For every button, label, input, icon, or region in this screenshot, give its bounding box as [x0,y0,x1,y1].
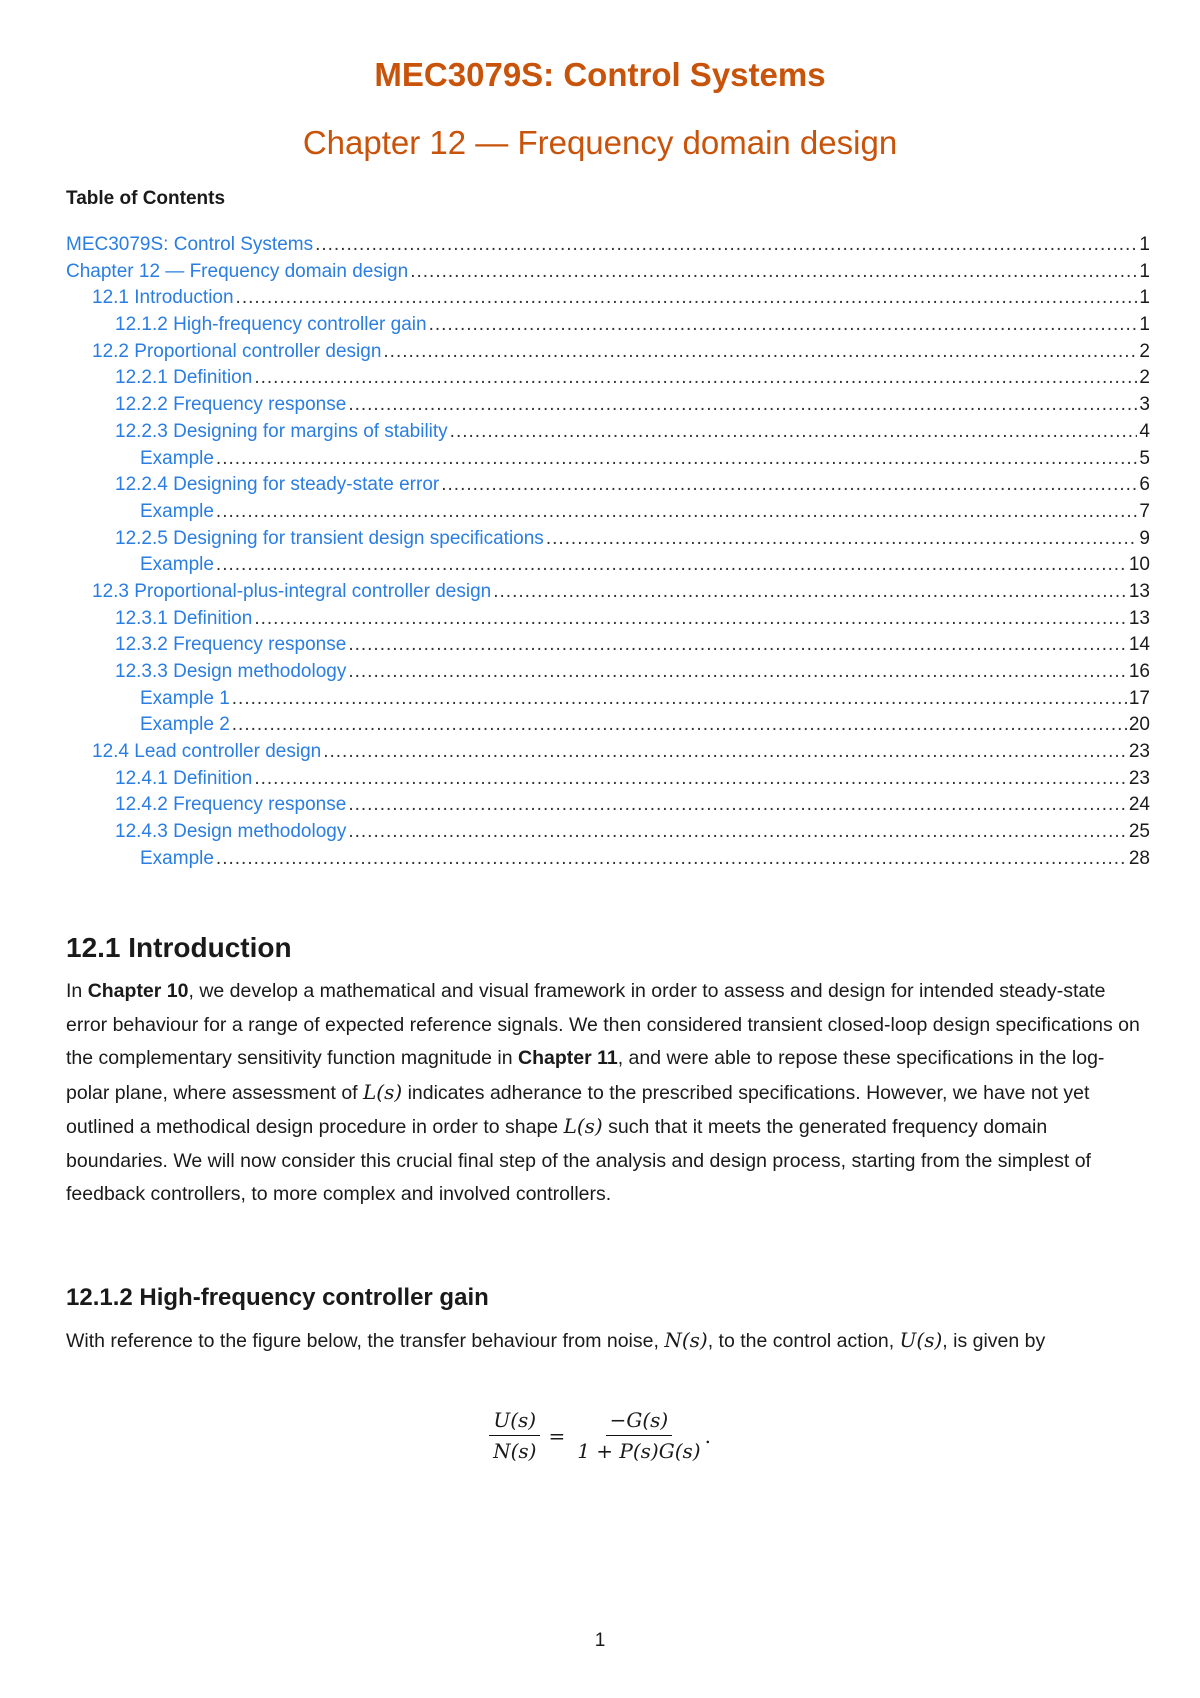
toc-leader-dots [232,686,1127,713]
table-of-contents [66,232,1150,873]
toc-leader-dots [216,552,1127,579]
toc-entry-page: 5 [1139,447,1150,469]
toc-entry-link[interactable]: 12.2.3 Designing for margins of stability [115,420,448,442]
math-L-of-s: L(s) [363,1079,403,1104]
transfer-function-equation [0,1408,1200,1463]
toc-entry[interactable] [66,526,1150,553]
toc-entry-link[interactable]: 12.1.2 High-frequency controller gain [115,314,427,336]
toc-entry-link[interactable]: Example [140,847,214,869]
toc-entry[interactable] [66,446,1150,473]
math-U-of-s: U(s) [899,1328,943,1352]
toc-entry-page: 20 [1128,714,1150,736]
equals-sign: = [548,1423,566,1448]
toc-entry-page: 7 [1139,500,1150,522]
toc-leader-dots [348,659,1127,686]
math-N-of-s: N(s) [664,1328,708,1352]
toc-leader-dots [236,285,1138,312]
toc-entry[interactable] [66,232,1150,259]
toc-entry-page: 23 [1128,767,1150,789]
toc-leader-dots [315,232,1137,259]
toc-entry-link[interactable]: MEC3079S: Control Systems [66,234,314,255]
toc-entry[interactable] [66,606,1150,633]
toc-leader-dots [493,579,1127,606]
toc-leader-dots [348,632,1127,659]
toc-leader-dots [348,392,1137,419]
toc-entry[interactable] [66,819,1150,846]
toc-entry-page: 1 [1139,314,1150,336]
toc-leader-dots [450,419,1138,446]
toc-leader-dots [254,766,1127,793]
toc-entry-page: 24 [1128,794,1150,816]
toc-entry-link[interactable]: 12.4 Lead controller design [92,741,322,763]
toc-entry[interactable] [66,552,1150,579]
toc-entry-page: 3 [1139,394,1150,416]
toc-entry-link[interactable]: 12.4.1 Definition [115,767,253,789]
toc-entry-link[interactable]: Example 1 [140,687,230,709]
toc-entry-page: 4 [1139,420,1150,442]
toc-leader-dots [348,819,1127,846]
lhs-denominator: N(s) [493,1439,537,1463]
toc-leader-dots [216,446,1138,473]
toc-entry-page: 2 [1139,367,1150,389]
toc-leader-dots [323,739,1127,766]
toc-entry-link[interactable]: 12.3 Proportional-plus-integral controller design [92,580,492,602]
toc-entry-link[interactable]: Example 2 [140,714,230,736]
toc-entry-page: 25 [1128,821,1150,843]
toc-entry[interactable] [66,419,1150,446]
toc-entry-link[interactable]: 12.2.1 Definition [115,367,253,389]
toc-entry-link[interactable]: Example [140,554,214,576]
toc-entry-link[interactable]: 12.4.3 Design methodology [115,821,347,843]
toc-entry[interactable] [66,365,1150,392]
toc-entry[interactable] [66,472,1150,499]
toc-entry[interactable] [66,579,1150,606]
toc-entry[interactable] [66,312,1150,339]
toc-entry[interactable] [66,499,1150,526]
toc-entry[interactable] [66,632,1150,659]
rhs-denominator: 1 + P(s)G(s) [577,1439,701,1463]
toc-leader-dots [254,606,1127,633]
rhs-fraction [573,1408,704,1463]
toc-leader-dots [410,259,1137,286]
toc-entry-link[interactable]: 12.2 Proportional controller design [92,340,382,362]
document-title: MEC3079S: Control Systems [374,56,826,93]
toc-leader-dots [429,312,1138,339]
toc-entry-page: 1 [1139,287,1150,309]
toc-entry-page: 17 [1128,687,1150,709]
toc-leader-dots [254,365,1137,392]
lhs-fraction [489,1408,540,1463]
toc-entry-page: 13 [1128,580,1150,602]
equation-period: . [704,1423,711,1448]
toc-entry[interactable] [66,792,1150,819]
toc-leader-dots [216,846,1127,873]
toc-entry-link[interactable]: 12.2.5 Designing for transient design specifications [115,527,544,549]
subsection-heading-hf-gain: 12.1.2 High-frequency controller gain [66,1284,489,1311]
toc-entry-page: 13 [1128,607,1150,629]
hf-gain-paragraph: With reference to the figure below, the transfer behaviour from noise, N(s), to the control action, U(s), is given by [66,1328,1046,1352]
toc-entry-link[interactable]: 12.3.3 Design methodology [115,661,347,682]
toc-entry[interactable] [66,686,1150,713]
section-heading-introduction: 12.1 Introduction [66,932,292,963]
toc-entry[interactable] [66,659,1150,686]
toc-entry-page: 2 [1139,340,1150,362]
toc-entry-link[interactable]: 12.3.2 Frequency response [115,634,347,656]
toc-entry[interactable] [66,259,1150,286]
toc-entry-link[interactable]: 12.3.1 Definition [115,607,253,629]
introduction-paragraph: In Chapter 10, we develop a mathematical and visual framework in order to assess and design for intended steady-state error behaviour for a range of expected reference signals. We then considered transient closed-loop design specifications on the complementary sensitivity function magnitude in Chapter 11, and were able to repose these specifications in the log-polar plane, where assessment of L(s) indicates adherance to the prescribed specifications. However, we have not yet outlined a methodical design procedure in order to shape L(s) such that it meets the generated frequency domain boundaries. We will now consider this crucial final step of the analysis and design process, starting from the simplest of feedback controllers, to more complex and involved controllers. [66,980,1140,1205]
toc-entry-link[interactable]: Chapter 12 — Frequency domain design [66,260,409,282]
toc-entry[interactable] [66,766,1150,793]
toc-leader-dots [348,792,1127,819]
toc-entry[interactable] [66,739,1150,766]
toc-entry-page: 14 [1128,634,1150,656]
lhs-numerator: U(s) [489,1408,540,1436]
toc-entry-link[interactable]: Example [140,447,214,469]
toc-entry-page: 6 [1139,474,1150,496]
toc-entry-link[interactable]: 12.4.2 Frequency response [115,794,347,816]
toc-entry-page: 1 [1139,234,1150,255]
toc-entry-page: 9 [1139,527,1150,549]
toc-heading: Table of Contents [66,188,226,209]
page-number: 1 [594,1630,606,1651]
chapter-title: Chapter 12 — Frequency domain design [302,124,898,161]
toc-entry-page: 10 [1128,554,1150,576]
toc-entry-page: 16 [1128,661,1150,682]
toc-leader-dots [546,526,1138,553]
toc-leader-dots [441,472,1137,499]
toc-entry[interactable] [66,285,1150,312]
toc-leader-dots [383,339,1137,366]
toc-entry[interactable] [66,712,1150,739]
toc-entry-page: 1 [1139,260,1150,282]
toc-entry-link[interactable]: 12.1 Introduction [92,287,234,309]
toc-entry-link[interactable]: 12.2.4 Designing for steady-state error [115,474,440,496]
toc-entry-page: 23 [1128,741,1150,763]
toc-entry-link[interactable]: Example [140,500,214,522]
toc-leader-dots [216,499,1138,526]
toc-entry[interactable] [66,339,1150,366]
toc-leader-dots [232,712,1127,739]
toc-entry-link[interactable]: 12.2.2 Frequency response [115,394,347,416]
toc-entry[interactable] [66,846,1150,873]
math-L-of-s: L(s) [563,1114,603,1138]
chapter-11-reference: Chapter 11 [517,1047,618,1069]
toc-entry-page: 28 [1128,847,1150,869]
toc-entry[interactable] [66,392,1150,419]
chapter-10-reference: Chapter 10 [87,980,189,1002]
rhs-numerator: −G(s) [606,1408,673,1436]
